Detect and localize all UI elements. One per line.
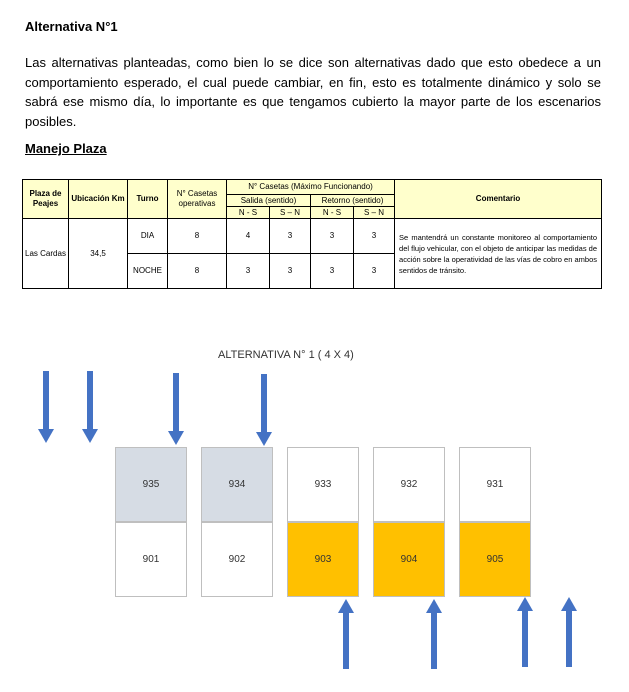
plaza-table (22, 179, 602, 289)
cell-ubicacion: 34,5 (69, 219, 128, 289)
cell-salida-ns: 4 (227, 219, 270, 254)
cell-salida-ns: 3 (227, 254, 270, 289)
cell-plaza: Las Cardas (23, 219, 69, 289)
header-retorno: Retorno (sentido) (311, 195, 395, 207)
booth-top: 934 (201, 447, 273, 522)
arrow-down-icon (168, 373, 184, 445)
cell-retorno-ns: 3 (311, 254, 354, 289)
arrow-up-icon (517, 597, 533, 667)
cell-comentario: Se mantendrá un constante monitoreo al comportamiento del flujo vehicular, con el objeto de anticipar las medidas de acción sobre la operatividad de las vías de cobro en ambos sentidos de tránsito. (395, 219, 602, 289)
booth-bottom: 904 (373, 522, 445, 597)
cell-retorno-sn: 3 (354, 254, 395, 289)
cell-turno: DIA (128, 219, 168, 254)
table-row (23, 219, 602, 254)
cell-salida-sn: 3 (270, 254, 311, 289)
arrow-down-icon (38, 371, 54, 443)
booth-bottom: 903 (287, 522, 359, 597)
header-casetas-operativas: N° Casetas operativas (168, 180, 227, 219)
header-comentario: Comentario (395, 180, 602, 219)
page-heading: Alternativa N°1 (25, 19, 118, 34)
arrow-down-icon (82, 371, 98, 443)
header-ubicacion: Ubicación Km (69, 180, 128, 219)
cell-retorno-ns: 3 (311, 219, 354, 254)
booth-top: 935 (115, 447, 187, 522)
arrow-down-icon (256, 374, 272, 446)
arrow-up-icon (426, 599, 442, 669)
section-subheading: Manejo Plaza (25, 141, 107, 156)
header-retorno-ns: N - S (311, 207, 354, 219)
booth-top: 932 (373, 447, 445, 522)
cell-turno: NOCHE (128, 254, 168, 289)
booth-bottom: 901 (115, 522, 187, 597)
header-salida-sn: S – N (270, 207, 311, 219)
diagram-title: ALTERNATIVA N° 1 ( 4 X 4) (218, 349, 354, 361)
cell-salida-sn: 3 (270, 219, 311, 254)
booth-top: 931 (459, 447, 531, 522)
arrow-up-icon (561, 597, 577, 667)
intro-paragraph: Las alternativas planteadas, como bien lo se dice son alternativas dado que esto obedece a un comportamiento esperado, el cual puede cambiar, en fin, esto es totalmente dinámico y solo se sabrá ese mismo día, lo importante es que tengamos cubierto la mayor parte de los escenarios posibles. (25, 55, 601, 129)
header-salida: Salida (sentido) (227, 195, 311, 207)
header-salida-ns: N - S (227, 207, 270, 219)
cell-retorno-sn: 3 (354, 219, 395, 254)
booth-bottom: 905 (459, 522, 531, 597)
cell-operativas: 8 (168, 219, 227, 254)
booth-top: 933 (287, 447, 359, 522)
cell-operativas: 8 (168, 254, 227, 289)
booth-bottom: 902 (201, 522, 273, 597)
header-retorno-sn: S – N (354, 207, 395, 219)
arrow-up-icon (338, 599, 354, 669)
header-plaza: Plaza de Peajes (23, 180, 69, 219)
header-turno: Turno (128, 180, 168, 219)
header-casetas-max: N° Casetas (Máximo Funcionando) (227, 180, 395, 195)
